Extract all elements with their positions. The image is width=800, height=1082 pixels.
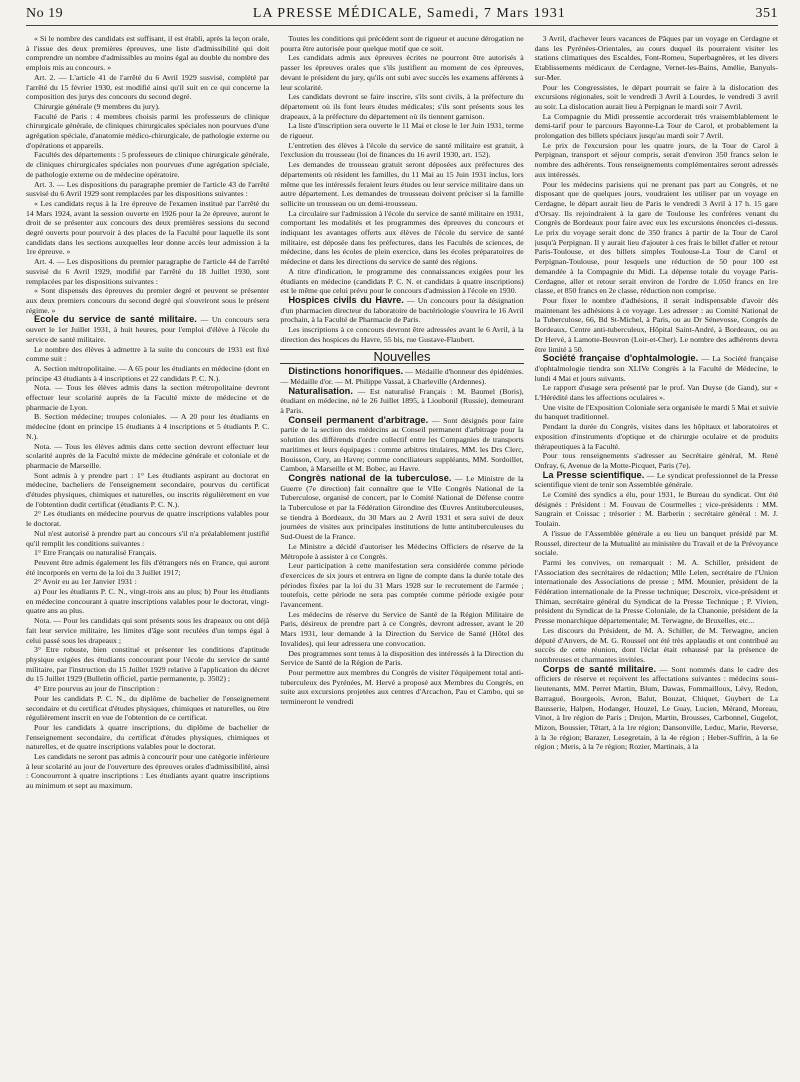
news-item-body: — Un concours sera ouvert le 1er Juillet 1931, à huit heures, pour l'emploi d'élève à l'école du service de santé militaire.	[26, 315, 270, 344]
news-item	[535, 665, 778, 752]
paragraph: « Sont dispensés des épreuves du premier degré et peuvent se présenter aux deux premiers concours du second degré qui s'ouvriront sous le présent régime. »	[26, 286, 270, 315]
paragraph: 4° Etre pourvus au jour de l'inscription :	[34, 684, 160, 694]
masthead	[26, 6, 778, 26]
paragraph: Nota. — Pour les candidats qui sont présents sous les drapeaux ou ont déjà fait leur service militaire, les limites d'âge sont reculées d'un temps égal à celui passé sous les drapeaux ;	[26, 616, 270, 645]
news-item-body: — Sont désignés pour faire partie de la section des médecins au Conseil permanent d'arbitrage pour la solution des différends d'ordre collectif entre les Compagnies de transports maritimes et leurs équipages : comme arbitres titulaires, MM. les Drs Clerc, Bouisson, Cury, au Havre; comme conciliateurs suppléants, MM. Sordoillet, Cambon, à Marseille et M. Bobec, au Havre.	[280, 415, 524, 474]
paragraph: Chirurgie générale (9 membres du jury).	[34, 101, 160, 111]
paragraph: Des programmes sont tenus à la disposition des intéressés à la Direction du Service de Santé de la Région de Paris.	[280, 648, 524, 668]
paragraph: Nul n'est autorisé à prendre part au concours s'il n'a préalablement justifié qu'il remplit les conditions suivantes :	[26, 528, 270, 548]
news-item	[535, 354, 778, 383]
news-item-body: — La Société française d'ophtalmologie tiendra son XLIVe Congrès à la Faculté de Médecine, le lundi 4 Mai et jours suivants.	[534, 354, 778, 383]
paragraph: Les candidats devront se faire inscrire, s'ils sont civils, à la préfecture du département où ils font leurs études médicales; s'ils sont présents sous les drapeaux, à la préfecture du département où ils tiennent garnison.	[280, 92, 524, 121]
paragraph: Art. 3. — Les dispositions du paragraphe premier de l'article 43 de l'arrêté susvisé du 6 Avril 1929 sont remplacées par les dispositions suivantes :	[26, 179, 270, 199]
article-columns	[26, 34, 778, 1079]
news-item-body: — Un concours pour la désignation d'un pharmacien directeur du laboratoire de bactériologie s'ouvrira le 16 Avril prochain, à la Faculté de Pharmacie de Paris.	[280, 295, 524, 325]
paragraph: 3 Avril, d'achever leurs vacances de Pâques par un voyage en Cerdagne et dans les Pyrénées-Orientales, au cours duquel ils pourraient visiter les stations climatiques des Escaldes, Font-Romeu, Superbagnères, et les divers Etablissements médicaux de Cerdagne, Vernet-les-Bains, Amélie, Banyuls-sur-Mer.	[534, 34, 778, 82]
paragraph: 2° Avoir eu au 1er Janvier 1931 :	[34, 577, 137, 587]
paragraph: Pour les médecins parisiens qui ne prenant pas part au Congrès, et ne disposant que de quelques jours, voudraient les utiliser par un voyage en Cerdagne, le départ aurait lieu de Paris le vendredi 3 Avril à 17 h. 15 gare d'Orsay. Ils rejoindraient à la gare de Toulouse les confrères venant du Congrès de Bordeaux pour faire avec eux les excursions énoncées ci-dessus. Le prix du voyage serait donc de 350 francs à partir de la Tour de Carol jusqu'à Perpignan. Il y aurait lieu d'ajouter à ces frais le billet d'aller et retour Paris-Toulouse, et des billets simples Toulouse-La Tour de Carol et Perpignan-Toulouse, pour lesquels une réduction de 50 pour 100 est demandée à la Compagnie du Midi. La dépense totale du voyage Paris-Cerdagne, aller et retour serait environ de l'ordre de 1.050 francs en 1re classe, et 850 francs en 2e classe, réduction non comprise.	[534, 179, 778, 296]
paragraph: Les demandes de trousseau gratuit seront déposées aux préfectures des départements où résident les familles, du 11 Mai au 15 Juin 1931 inclus, lors même que les intéressés feraient leurs études ou leur service militaire dans un autre département. Les demandes de trousseau doivent préciser si la famille sollicite un trousseau ou un demi-trousseau.	[280, 160, 524, 208]
paragraph: Pour les candidats P. C. N., du diplôme de bachelier de l'enseignement secondaire et du certificat d'études physiques, chimiques et naturelles, ou être régulièrement inscrit en vue de l'obtention de ce certificat.	[26, 693, 270, 723]
news-item-title: Hospices civils du Havre.	[288, 294, 404, 305]
paragraph: a) Pour les étudiants P. C. N., vingt-trois ans au plus; b) Pour les étudiants en médecine concourant à quatre inscriptions valables pour le doctorat, vingt-quatre ans au plus.	[26, 587, 270, 616]
news-item	[280, 387, 523, 416]
paragraph: Faculté de Paris : 4 membres choisis parmi les professeurs de clinique chirurgicale générale, de cliniques chirurgicales spéciales non pourvues d'une agrégation spéciale, d'anatomie médico-chirurgicale, de pathologie externe ou d'opérations et appareils.	[26, 111, 270, 150]
paragraph: A l'issue de l'Assemblée générale a eu lieu un banquet présidé par M. Roussel, directeur de la Mutualité au ministère du Travail et de la Prévoyance sociale.	[534, 528, 778, 558]
paragraph: Le Comité des syndics a élu, pour 1931, le Bureau du syndicat. Ont été désignés : Président : M. Fouvau de Courmelles ; vice-présidents : MM. Saugrain et Coissac ; trésorier : M. Barberin ; secrétaire général : M. J. Toulain.	[534, 490, 778, 529]
news-item-title: Congrès national de la tuberculose.	[288, 472, 452, 483]
paragraph: Sont admis à y prendre part : 1° Les étudiants aspirant au doctorat en médecine, bacheliers de l'enseignement secondaire, pourvus du certificat d'études physiques, chimiques et naturelles, ou inscrits régulièrement en vue de l'obtention dudit certificat (étudiants P. C. N.).	[26, 470, 270, 509]
paragraph: La circulaire sur l'admission à l'école du service de santé militaire en 1931, comportant les modalités et les programmes des épreuves du concours et indiquant les avantages offerts aux élèves de l'école du service de santé militaire, est déposée dans les préfectures, dans les Facultés de sciences, de médecine, dans les écoles de plein exercice, dans les écoles préparatoires de médecine et dans les directions du service de santé des régions.	[280, 208, 524, 267]
paragraph: Pour tous renseignements s'adresser au Secrétaire général, M. René Onfray, 6, Avenue de la Motte-Picquet, Paris (7e).	[534, 451, 778, 470]
paragraph: 2° Les étudiants en médecine pourvus de quatre inscriptions valables pour le doctorat.	[26, 509, 270, 529]
paragraph: Art. 2. — L'article 41 de l'arrêté du 6 Avril 1929 susvisé, complété par l'arrêté du 15 février 1930, est modifié ainsi qu'il suit en ce qui concerne la composition des jurys des concours du second degré.	[26, 72, 270, 102]
paragraph: Nota. — Tous les élèves admis dans cette section devront effectuer leur scolarité auprès de la Faculté mixte de médecine générale et coloniale et de pharmacie de Marseille.	[26, 441, 270, 470]
paragraph: Facultés des départements : 5 professeurs de clinique chirurgicale générale, de cliniques chirurgicales spéciales non pourvues d'une agrégation spéciale, de pathologie externe ou de médecine opératoire.	[26, 150, 270, 179]
news-item-title: Distinctions honorifiques.	[288, 366, 404, 377]
paragraph: La Compagnie du Midi pressentie accorderait très vraisemblablement le demi-tarif pour le parcours Bayonne-La Tour de Carol, et probablement la prolongation des billets spéciaux jusqu'au mardi soir 7 Avril.	[534, 111, 778, 141]
paragraph: Le Ministre a décidé d'autoriser les Médecins Officiers de réserve de la Métropole à assister à ce Congrès.	[280, 541, 524, 561]
paragraph: Pour fixer le nombre d'adhésions, il serait indispensable d'avoir dès maintenant les adhésions à ce voyage. Les adresser : au Comité National de la Tuberculose, 66, Bd St-Michel, à Paris, ou au Dr Sénevosse, Congrès de Bordeaux, Centre anti-tuberculeux, Hôpital Saint-André, à Bordeaux, ou au Dr Hervé, à Lamotte-Beuvron (Loir-et-Cher). Le nombre des adhérents devra être limité à 50.	[534, 295, 778, 354]
paragraph: Pendant la durée du Congrès, visites dans les hôpitaux et laboratoires et exposition d'instruments d'optique et de chirurgie oculaire et de produits thérapeutiques à la Faculté.	[534, 422, 778, 451]
paragraph: 3° Etre robuste, bien constitué et présenter les conditions d'aptitude physique exigées des étudiants concourant pour l'école du service de santé militaire, par l'instruction du 15 Juillet 1929 relative à l'application du décret du 15 Juillet 1929 (Bulletin officiel, partie permanente, p. 3502) ;	[26, 645, 270, 684]
paragraph: Nota. — Tous les élèves admis dans la section métropolitaine devront effectuer leur scolarité auprès de la Faculté mixte de médecine et de pharmacie de Lyon.	[26, 383, 270, 412]
publication-title: LA PRESSE MÉDICALE, Samedi, 7 Mars 1931	[252, 6, 566, 21]
paragraph: Les médecins de réserve du Service de Santé de la Région Militaire de Paris, désireux de prendre part à ce Congrès, devront adresser, avant le 20 Mars 1931, leur demande à la Direction du Service de Santé (Hôtel des Invalides), qui leur adressera une convocation.	[280, 609, 524, 648]
news-item-body: — Sont nommés dans le cadre des officiers de réserve et reçoivent les affectations suivantes : médecins sous-lieutenants, MM. Perret Martin, Blum, Dawas, Fommailloux, Lévy, Redon, Barragué, Bourgeois, Avron, Balut, Bouzat, Chiquet, Guybert de La Bausserie, Halpen, Hodanger, Houzel, Le Guay, Lucien, Mérand, Moreau, Vinot, à Ire région de Paris ; Drujon, Martin, Brousses, Carbonnel, Gugelot, Mizon, Boussier, Têtart, à la 1re région; Dansonville, Leduc, Marie, Reverse, à la 3e région; Barazer, Lesegretain, à la 4e région ; Heber-Suffrin, à la 6e région ; Meris, à la 7e région; Rozier, Martinais, à la	[534, 664, 778, 752]
news-item	[280, 474, 523, 542]
paragraph: B. Section médecine; troupes coloniales. — A 20 pour les étudiants en médecine (dont en principe 15 étudiants à 4 inscriptions et 5 étudiants P. C. N.).	[26, 412, 270, 441]
paragraph: Les candidats admis aux épreuves écrites ne pourront être autorisés à passer les épreuves orales que s'ils justifient au moment de ces épreuves, devant le président du jury, qu'ils ont subi avec succès les examens afférents à leur scolarité.	[280, 53, 524, 92]
paragraph: A titre d'indication, le programme des connaissances exigées pour les étudiants en médecine (candidats P. C. N. et candidats à quatre inscriptions) est le même que celui prévu pour le concours d'admission à l'école en 1930.	[280, 266, 524, 296]
paragraph: Les inscriptions à ce concours devront être adressées avant le 6 Avril, à la direction des hospices du Havre, 55 bis, rue Gustave-Flaubert.	[280, 325, 524, 344]
section-heading-nouvelles: Nouvelles	[280, 349, 523, 365]
news-item-body: — Médaille d'honneur des épidémies. — Médaille d'or. — M. Philippe Vassal, à Charleville (Ardennes).	[280, 367, 524, 386]
paragraph: Une visite de l'Exposition Coloniale sera organisée le mardi 5 Mai et suivie du banquet traditionnel.	[534, 402, 778, 422]
news-item-body: — Est naturalisé Français : M. Baumel (Boris), étudiant en médecine, né le 26 Juillet 1895, à Lioubonil (Russie), demeurant à Paris.	[280, 386, 524, 416]
news-item	[280, 367, 523, 386]
paragraph: Toutes les conditions qui précèdent sont de rigueur et aucune dérogation ne pourra être autorisée pour quelque motif que ce soit.	[280, 34, 524, 53]
paragraph: Le rapport d'usage sera présenté par le prof. Van Duyse (de Gand), sur « L'Hérédité dans les affections oculaires ».	[534, 383, 778, 403]
paragraph: Art. 4. — Les dispositions du premier paragraphe de l'article 44 de l'arrêté susvisé du 6 Avril 1929, modifié par l'arrêté du 18 Juillet 1930, sont remplacées par les dispositions suivantes :	[26, 257, 270, 286]
news-item-title: Ecole du service de santé militaire.	[34, 314, 197, 325]
news-item-title: Conseil permanent d'arbitrage.	[288, 414, 429, 425]
paragraph: L'entretien des élèves à l'école du service de santé militaire est gratuit, à l'exclusion du trousseau (loi de finances du 16 avril 1930, art. 152).	[280, 140, 524, 160]
paragraph: Parmi les convives, on remarquait : M. A. Schiller, président de l'Association des secrétaires de rédaction; Mlle Lelen, secrétaire de l'Union internationale des Associations de presse ; MM. Mounier, président de la Fédération internationale de la Presse technique; Descroix, vice-président et Thiman, secrétaire général du Syndicat de la Presse Technique ; P. Vivien, président du Syndicat de la Presse Coloniale, de la Chanonie, président de la Presse monarchique départementale; M. Terwagne, de Bruxelles, etc...	[534, 557, 778, 626]
paragraph: Le nombre des élèves à admettre à la suite du concours de 1931 est fixé comme suit :	[26, 344, 270, 364]
news-item	[535, 471, 778, 490]
news-item-title: Société française d'ophtalmologie.	[542, 353, 699, 364]
news-item	[280, 416, 523, 474]
column-3	[535, 34, 778, 1079]
paragraph: 1° Etre Français ou naturalisé Français.	[34, 548, 157, 558]
paragraph: A. Section métropolitaine. — A 65 pour les étudiants en médecine (dont en principe 43 étudiants à 4 inscriptions et 22 candidats P. C. N.).	[26, 363, 270, 383]
paragraph: La liste d'inscription sera ouverte le 11 Mai et close le 1er Juin 1931, terme de rigueur.	[280, 121, 524, 141]
column-2	[280, 34, 523, 1079]
paragraph: Leur participation à cette manifestation sera considérée comme période d'exercices de six jours et entrera en ligne de compte dans la durée totale des périodes fixées par la loi du 31 Mars 1928 sur le recrutement de l'armée ; toutefois, cette période ne sera pas comptée comme période exigée pour l'avancement.	[280, 561, 524, 610]
paragraph: « Si le nombre des candidats est suffisant, il est établi, après la leçon orale, à l'issue des deux premières épreuves, une liste d'admissibilité qui doit comprendre un nombre d'admissibles au moins égal au double du nombre des emplois mis au concours. »	[26, 34, 270, 73]
paragraph: Pour les candidats à quatre inscriptions, du diplôme de bachelier de l'enseignement secondaire, du certificat d'études physiques, chimiques et naturelles, et de quatre inscriptions valables pour le doctorat.	[26, 722, 270, 752]
paragraph: Pour les Congressistes, le départ pourrait se faire à la dislocation des excursions régionales, soit le vendredi 3 Avril à Lourdes, le vendredi 3 avril au soir. La dislocation aurait lieu à Perpignan le mardi soir 7 Avril.	[534, 82, 778, 111]
news-item	[280, 296, 523, 325]
column-1	[26, 34, 269, 1079]
news-item-body: — Le syndicat professionnel de la Presse scientifique vient de tenir son Assemblée générale.	[534, 470, 778, 490]
news-item-title: Corps de santé militaire.	[542, 663, 657, 674]
news-item	[26, 315, 269, 344]
issue-number: No 19	[26, 6, 64, 21]
paragraph: Pour permettre aux membres du Congrès de visiter l'équipement total anti-tuberculeux des Pyrénées, M. Hervé a proposé aux Membres du Congrès, en suite aux excursions projetées aux centres d'Arcachon, Pau et Cambo, qui se termineront le vendredi	[280, 668, 524, 707]
news-item-title: La Presse scientifique.	[542, 469, 645, 480]
paragraph: Peuvent être admis également les fils d'étrangers nés en France, qui auront été incorporés en vertu de la loi du 3 Juillet 1917;	[26, 557, 270, 577]
news-item-title: Naturalisation.	[288, 385, 353, 396]
paragraph: Les discours du Président, de M. A. Schiller, de M. Terwagne, ancien député d'Anvers, de M. G. Roussel ont été très applaudis et ont contribué au succès de cette réunion, dont l'éclat était rehaussé par la présence de nombreuses et charmantes invitées.	[534, 625, 778, 664]
paragraph: « Les candidats reçus à la 1re épreuve de l'examen institué par l'arrêté du 14 Mars 1924, avant la session ouverte en 1926 pour la 2e épreuve, auront le droit de se présenter aux concours des deux premières sessions du second degré ouverts pour pourvoir à des places de la Faculté pour laquelle ils sont candidats dans les sections auxquelles leur donne accès leur admission à la 1re épreuve. »	[26, 198, 270, 257]
page-number: 351	[755, 6, 778, 21]
paragraph: Le prix de l'excursion pour les quatre jours, de la Tour de Carol à Perpignan, transport et séjour compris, serait d'environ 350 francs selon le nombre des adhérents. Tous renseignements complémentaires seront adressés aux intéressés.	[534, 140, 778, 179]
paragraph: Les candidats ne seront pas admis à concourir pour une catégorie inférieure à leur scolarité au jour de l'ouverture des épreuves orales d'admissibilité, ainsi : Concourront à quatre inscriptions : Les étudiants ayant quatre inscriptions au minimum et sept au maximum.	[26, 752, 270, 791]
news-item-body: — Le Ministre de la Guerre (7e direction) fait connaître que le VIIe Congrès National de la Tuberculose, organisé de concert, par le Comité National de Défense contre la Tuberculose et par la Fédération Girondine des Œuvres Antituberculeuses, se tiendra à Bordeaux, du 30 Mars au 2 Avril 1931 et sera suivi de deux journées de visites aux principales institutions de lutte antituberculeuses du Sud-Ouest de la France.	[280, 473, 524, 542]
